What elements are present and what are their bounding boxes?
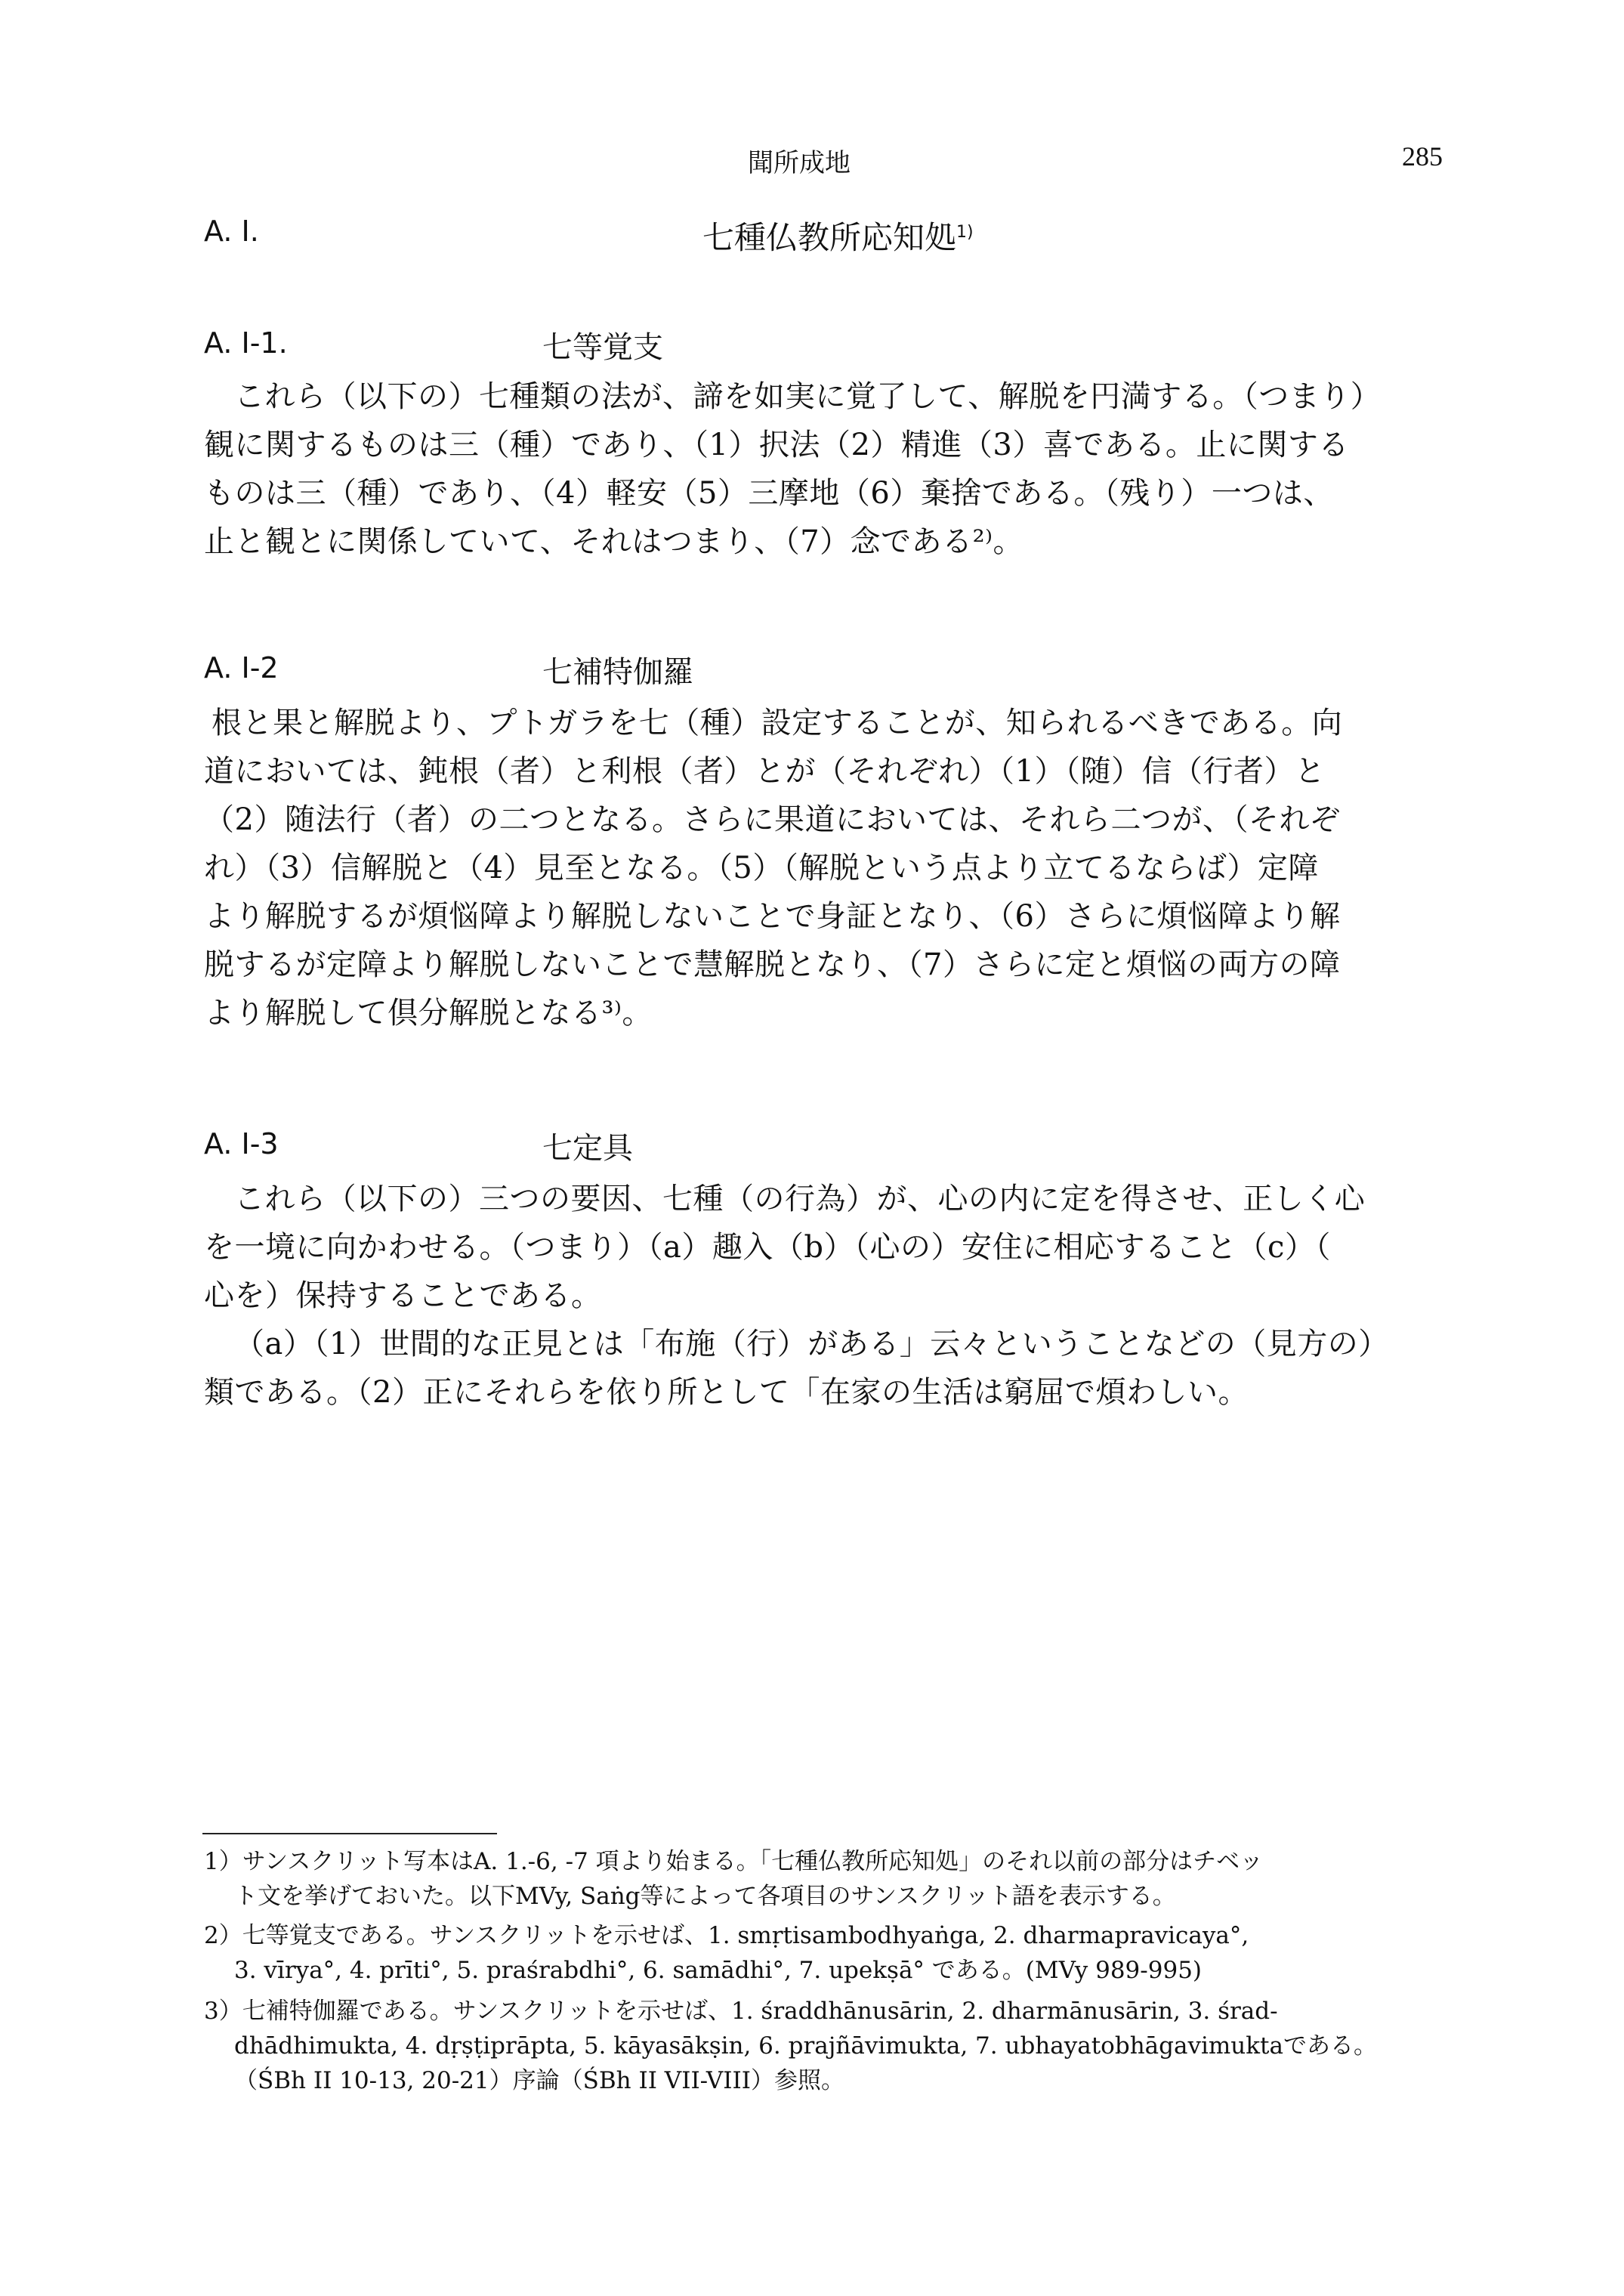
footnote-3-line: 3）七補特伽羅である。サンスクリットを示せば、1. śraddhānusārin, 2. dharmānusārin, 3. śrad- <box>204 1998 1278 2025</box>
running-title: 聞所成地 <box>748 148 851 178</box>
section-2-line: 道においては、鈍根（者）と利根（者）とが（それぞれ）（1）（随）信（行者）と <box>204 754 1326 789</box>
footnote-1-line: ト文を挙げておいた。以下MVy, Saṅg等によって各項目のサンスクリット語を表示する。 <box>234 1883 1176 1910</box>
footnote-2-line: 3. vīrya°, 4. prīti°, 5. praśrabdhi°, 6. samādhi°, 7. upekṣā° である。(MVy 989-995) <box>234 1957 1203 1984</box>
page-number: 285 <box>1402 141 1443 172</box>
section-2-title: 七補特伽羅 <box>542 655 693 690</box>
section-2-line: 脱するが定障より解脱しないことで慧解脱となり、（7）さらに定と煩悩の両方の障 <box>204 947 1341 982</box>
section-3-line: 心を）保持することである。 <box>204 1278 602 1313</box>
section-3-line: （a）（1）世間的な正見とは「布施（行）がある」云々ということなどの（見方の） <box>234 1327 1389 1361</box>
main-section-title-text: 七種仏教所応知処 <box>702 219 957 256</box>
section-2-id: A. I-2 <box>204 651 279 684</box>
section-2-line: より解脱して倶分解脱となる³⁾。 <box>204 996 653 1031</box>
section-3-title: 七定具 <box>542 1131 633 1166</box>
section-3-line: これら（以下の）三つの要因、七種（の行為）が、心の内に定を得させ、正しく心 <box>234 1182 1366 1216</box>
main-section-id: A. I. <box>204 215 259 248</box>
section-2-line: 根と果と解脱より、プトガラを七（種）設定することが、知られるべきである。向 <box>211 706 1343 740</box>
section-1-id: A. I-1. <box>204 326 288 360</box>
section-2-line: （2）随法行（者）の二つとなる。さらに果道においては、それら二つが、（それぞ <box>204 802 1341 837</box>
section-2-line: れ）（3）信解脱と（4）見至となる。（5）（解脱という点より立てるならば）定障 <box>204 851 1319 885</box>
section-3-id: A. I-3 <box>204 1127 279 1160</box>
main-section-title <box>702 213 974 258</box>
section-2-line: より解脱するが煩悩障より解脱しないことで身証となり、（6）さらに煩悩障より解 <box>204 899 1341 934</box>
section-1-title: 七等覚支 <box>542 330 663 365</box>
section-1-line: 止と観とに関係していて、それはつまり、（7）念である²⁾。 <box>204 524 1024 559</box>
footnote-1-line: 1）サンスクリット写本はA. 1.-6, -7 項より始まる。「七種仏教所応知処」のそれ以前の部分はチベッ <box>204 1848 1264 1875</box>
section-1-line: これら（以下の）七種類の法が、諦を如実に覚了して、解脱を円満する。（つまり） <box>234 379 1382 414</box>
footnote-3-line: （ŚBh II 10-13, 20-21）序論（ŚBh II VII-VIII）参照。 <box>234 2067 845 2094</box>
footnote-2-line: 2）七等覚支である。サンスクリットを示せば、1. smṛtisambodhyaṅga, 2. dharmapravicaya°, <box>204 1922 1249 1949</box>
footnote-rule <box>202 1833 497 1834</box>
section-1-line: ものは三（種）であり、（4）軽安（5）三摩地（6）棄捨である。（残り）一つは、 <box>204 476 1334 511</box>
section-1-line: 観に関するものは三（種）であり、（1）択法（2）精進（3）喜である。止に関する <box>204 428 1349 462</box>
section-3-line: 類である。（2）正にそれらを依り所として「在家の生活は窮屈で煩わしい。 <box>204 1375 1249 1410</box>
footnote-3-line: dhādhimukta, 4. dṛṣṭiprāpta, 5. kāyasākṣin, 6. prajñāvimukta, 7. ubhayatobhāgavimuktaである。 <box>234 2032 1377 2060</box>
section-3-line: を一境に向かわせる。（つまり）（a）趣入（b）（心の）安住に相応すること（c）（ <box>204 1230 1331 1265</box>
main-section-note-ref: 1) <box>956 223 974 242</box>
